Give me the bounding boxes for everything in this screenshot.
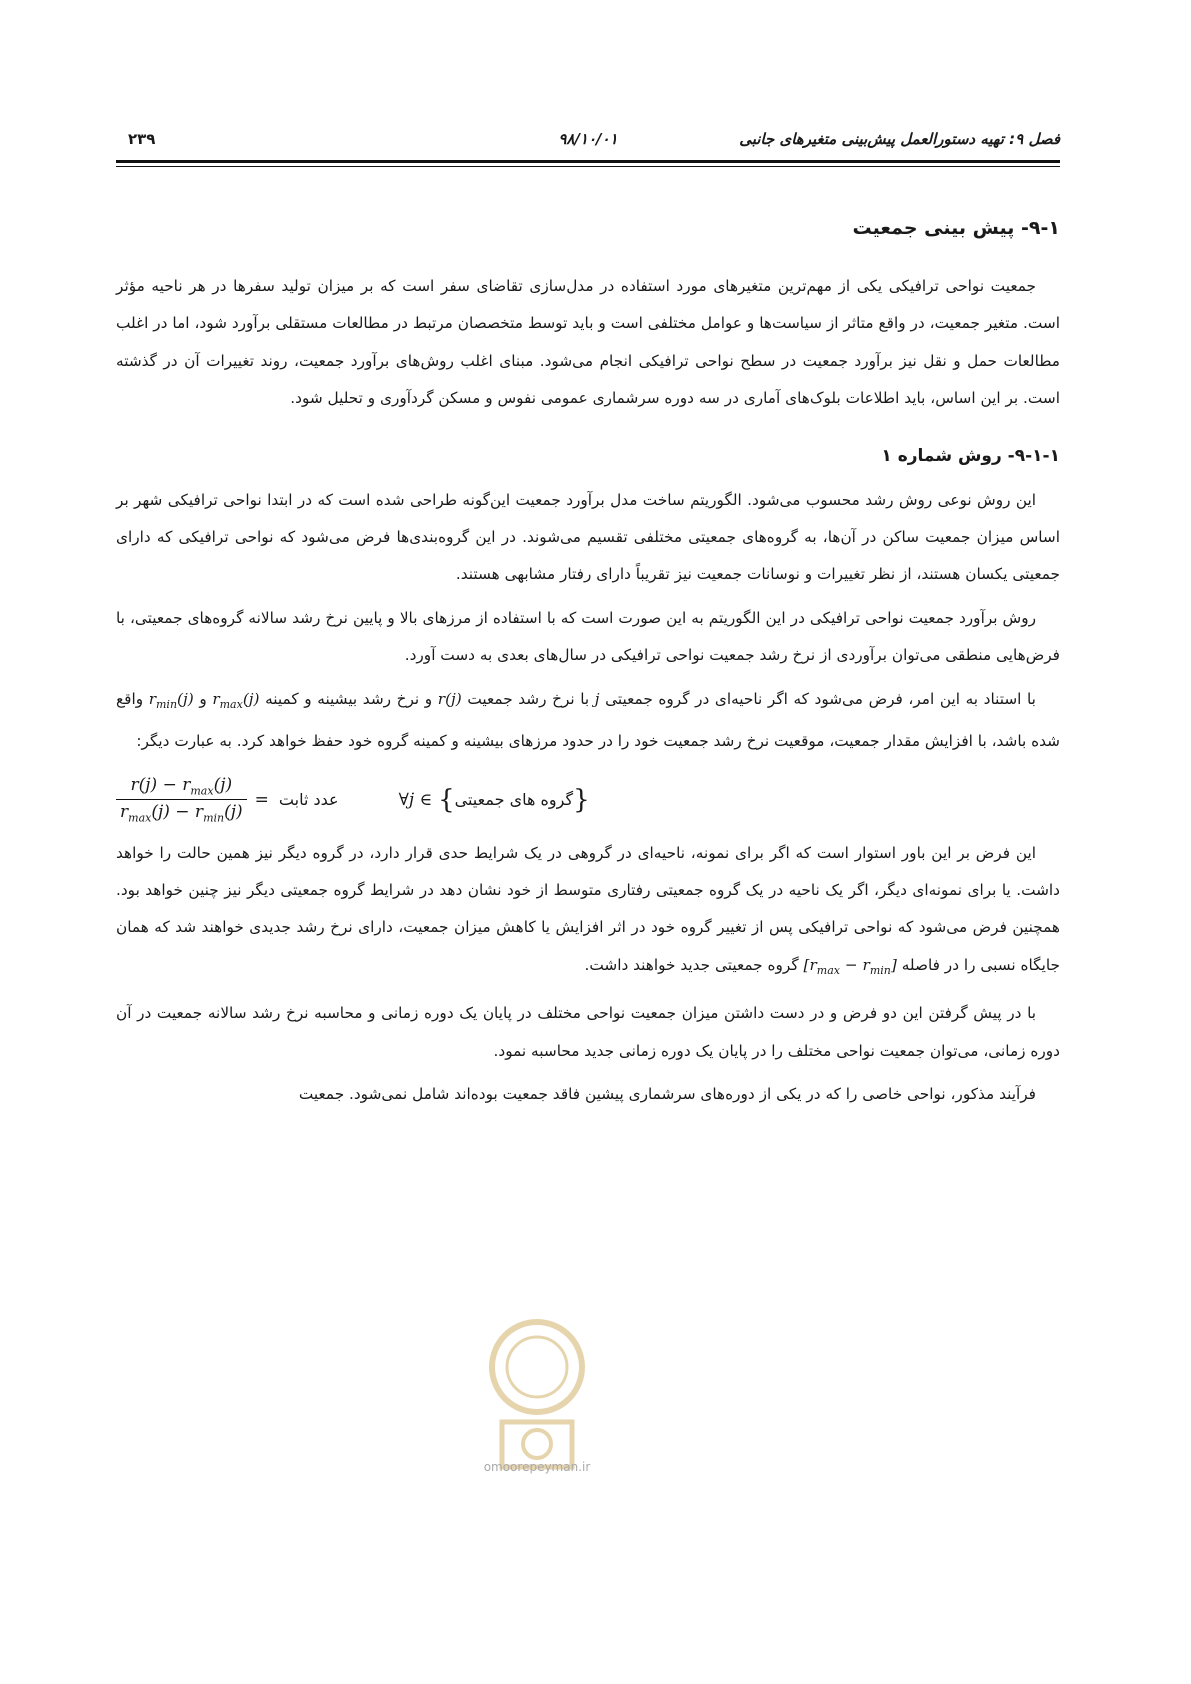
page-number: ۲۳۹ (128, 130, 156, 148)
rmin-arg: (j) (177, 689, 194, 708)
paragraph-4 (116, 835, 1060, 990)
num-sub: max (190, 784, 214, 798)
p3-text-c: و نرخ رشد بیشینه و کمینه (265, 689, 433, 708)
den-tail: (j) (224, 802, 243, 823)
watermark-inner-ring (507, 1337, 567, 1397)
header-rule (116, 160, 1060, 163)
den-sub2: min (203, 811, 225, 825)
constant-label: عدد ثابت (278, 790, 339, 810)
rmax-arg: (j) (242, 689, 260, 708)
header-rule-thin (116, 166, 1060, 167)
page-content (116, 208, 1060, 1119)
num-text: r(j) − r (130, 774, 191, 795)
p3-text-d: واقع شده باشد، با افزایش مقدار جمعیت، موقعیت نرخ رشد جمعیت خود را در حدود مرزهای بیشینه و کمینه گروه خود حفظ خواهد کرد. به عبارت دیگر: (116, 689, 1060, 751)
growth-formula (116, 767, 1060, 833)
watermark-logo (477, 1312, 597, 1482)
chapter-title: فصل ۹: تهیه دستورالعمل پیش‌بینی متغیرهای جانبی (739, 130, 1060, 148)
section-paragraph: جمعیت نواحی ترافیکی یکی از مهم‌ترین متغیرهای مورد استفاده در مدل‌سازی تقاضای سفر است که بر میزان تولید سفرها در هر ناحیه مؤثر است. متغیر جمعیت، در واقع متاثر از سیاست‌ها و عوامل مختلفی است و باید توسط متخصصان مرتبط در مطالعات مستقلی برآورد شود، اما در اغلب مطالعات حمل و نقل نیز برآورد جمعیت در سطح نواحی ترافیکی انجام می‌شود. مبنای اغلب روش‌های برآورد جمعیت، روند تغییرات آن در گذشته است. بر این اساس، باید اطلاعات بلوک‌های آماری در سه دوره سرشماری عمومی نفوس و مسکن گردآوری و تحلیل شود. (116, 277, 1060, 408)
math-rmin (148, 689, 194, 711)
p3-and: و (199, 689, 207, 708)
num-tail: (j) (213, 774, 233, 795)
formula-numerator (127, 775, 237, 799)
open-brace: { (438, 784, 455, 815)
math-range: $[r_{max} - r_{min}]$ (803, 955, 897, 977)
paragraph-3 (116, 681, 1060, 761)
den-text: r (120, 802, 129, 823)
math-rj: r(j) (437, 689, 462, 708)
paragraph-5: با در پیش گرفتن این دو فرض و در دست داشتن میزان جمعیت نواحی مختلف در پایان یک دوره زمانی و محاسبه نرخ رشد سالانه جمعیت در آن دوره زمانی، می‌توان جمعیت نواحی مختلف را در پایان یک دوره زمانی جدید محاسبه نمود. (116, 1004, 1060, 1060)
p4-tail: گروه جمعیتی جدید خواهند داشت. (584, 955, 799, 974)
group-label: گروه های جمعیتی (454, 790, 574, 810)
den-mid: (j) − r (151, 802, 204, 823)
header-date: ۹۸/۱۰/۰۱ (558, 130, 618, 148)
rmin-sub: min (156, 697, 178, 711)
formula-denominator (116, 800, 247, 824)
math-j: j (594, 689, 600, 708)
watermark-url: omoorepeyman.ir (483, 1460, 591, 1474)
forall-term: ∀j ∈ (398, 789, 433, 810)
rmax-base: r (212, 689, 220, 708)
p3-text-b: با نرخ رشد جمعیت (467, 689, 590, 708)
close-brace: } (573, 784, 590, 815)
p3-text-a: با استناد به این امر، فرض می‌شود که اگر ناحیه‌ای در گروه جمعیتی (605, 689, 1036, 708)
math-rmax (212, 689, 260, 711)
watermark-gear (523, 1430, 551, 1458)
paragraph-6: فرآیند مذکور، نواحی خاصی را که در یکی از دوره‌های سرشماری پیشین فاقد جمعیت بوده‌اند شامل نمی‌شود. جمعیت (298, 1085, 1036, 1103)
rmax-sub: max (219, 697, 243, 711)
den-sub1: max (128, 811, 152, 825)
rmin-base: r (148, 689, 156, 708)
paragraph-2: روش برآورد جمعیت نواحی ترافیکی در این الگوریتم به این صورت است که با استفاده از مرزهای بالا و پایین نرخ رشد سالانه گروه‌های جمعیتی، با فرض‌هایی منطقی می‌توان برآوردی از نرخ رشد جمعیت نواحی ترافیکی در سال‌های بعدی به دست آورد. (116, 608, 1060, 665)
paragraph-1: این روش نوعی روش رشد محسوب می‌شود. الگوریتم ساخت مدل برآورد جمعیت این‌گونه طراحی شده است که در ابتدا نواحی ترافیکی شهر بر اساس میزان جمعیت ساکن در آن‌ها، به گروه‌های جمعیتی مختلفی تقسیم می‌شوند. در این گروه‌بندی‌ها فرض می‌شود که نواحی ترافیکی که دارای جمعیتی یکسان هستند، از نظر تغییرات و نوسانات جمعیت نیز تقریباً دارای رفتار مشابهی هستند. (116, 490, 1060, 584)
formula-fraction (116, 775, 247, 825)
equals-sign: = (254, 789, 269, 810)
page-header (116, 126, 1060, 156)
subsection-title: ۹-۱-۱- روش شماره ۱ (881, 445, 1060, 466)
section-title: ۹-۱- پیش بینی جمعیت (852, 217, 1060, 239)
p4-text: این فرض بر این باور استوار است که اگر برای نمونه، ناحیه‌ای در گروهی در یک شرایط حدی قرار دارد، در گروه دیگر نیز همین حالت را خواهد داشت. یا برای نمونه‌ای دیگر، اگر یک ناحیه در یک گروه جمعیتی رفتاری متوسط از خود نشان دهد در شرایط گروه جمعیتی دیگر نیز چنین خواهد بود. همچنین فرض می‌شود که نواحی ترافیکی پس از تغییر گروه خود در اثر افزایش یا کاهش میزان جمعیت، دارای نرخ رشد جدیدی خواهند شد که همان جایگاه نسبی را در فاصله (116, 843, 1060, 974)
